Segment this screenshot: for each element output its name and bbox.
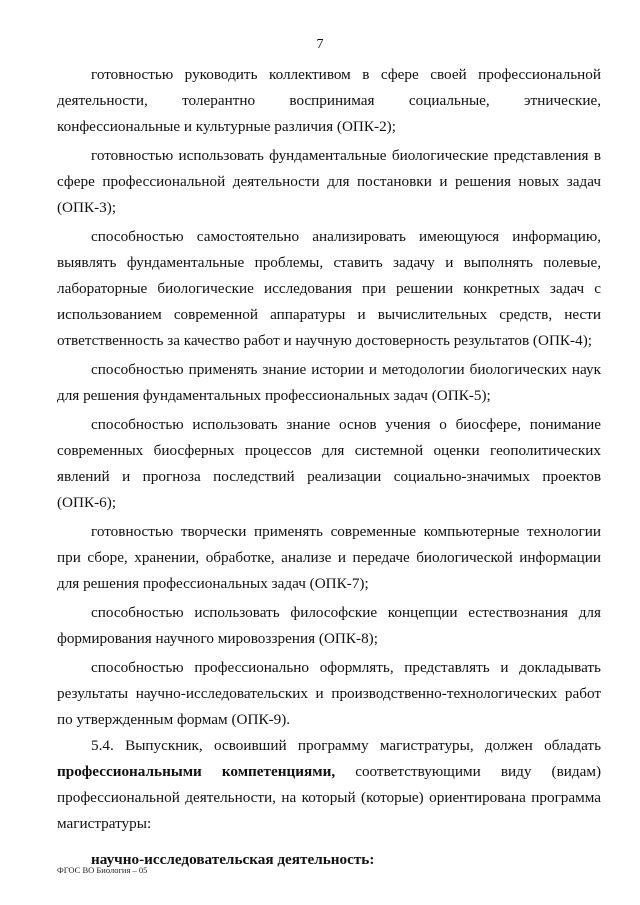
- competence-opk-3: готовностью использовать фундаментальные биологические представления в сфере профессиональной деятельности для постановки и решения новых задач (ОПК-3);: [57, 147, 601, 216]
- page-number: 7: [316, 37, 324, 52]
- competence-opk-7: готовностью творчески применять современные компьютерные технологии при сборе, хранении, обработке, анализе и передаче биологической информации для решения профессиональных задач (ОПК-7);: [57, 523, 601, 592]
- competence-opk-5: способностью применять знание истории и методологии биологических наук для решения фундаментальных профессиональных задач (ОПК-5);: [57, 361, 601, 404]
- section-5-4-bold-term: профессиональными компетенциями,: [57, 763, 336, 780]
- page-body: [57, 62, 601, 873]
- section-5-4-rest: соответствующими виду (видам) профессиональной деятельности, на который (которые) ориентирована программа магистратуры:: [57, 763, 602, 832]
- competence-opk-8: способностью использовать философские концепции естествознания для формирования научного мировоззрения (ОПК-8);: [57, 604, 601, 647]
- activity-subheading: научно-исследовательская деятельность:: [91, 851, 375, 868]
- section-5-4: [57, 733, 601, 837]
- competence-opk-4: способностью самостоятельно анализировать имеющуюся информацию, выявлять фундаментальные проблемы, ставить задачу и выполнять полевые, лабораторные биологические исследования при решении конкретных задач с использованием современной аппаратуры и вычислительных средств, нести ответственность за качество работ и научную достоверность результатов (ОПК-4);: [57, 228, 601, 349]
- document-footer: ФГОС ВО Биология – 05: [57, 865, 148, 875]
- competence-opk-2: готовностью руководить коллективом в сфере своей профессиональной деятельности, толерантно воспринимая социальные, этнические, конфессиональные и культурные различия (ОПК-2);: [57, 66, 601, 135]
- section-5-4-lead: 5.4. Выпускник, освоивший программу магистратуры, должен обладать: [91, 737, 601, 754]
- competence-opk-9: способностью профессионально оформлять, представлять и докладывать результаты научно-исследовательских и производственно-технологических работ по утвержденным формам (ОПК-9).: [57, 659, 601, 728]
- competence-opk-6: способностью использовать знание основ учения о биосфере, понимание современных биосферных процессов для системной оценки геополитических явлений и прогноза последствий реализации социально-значимых проектов (ОПК-6);: [57, 416, 601, 511]
